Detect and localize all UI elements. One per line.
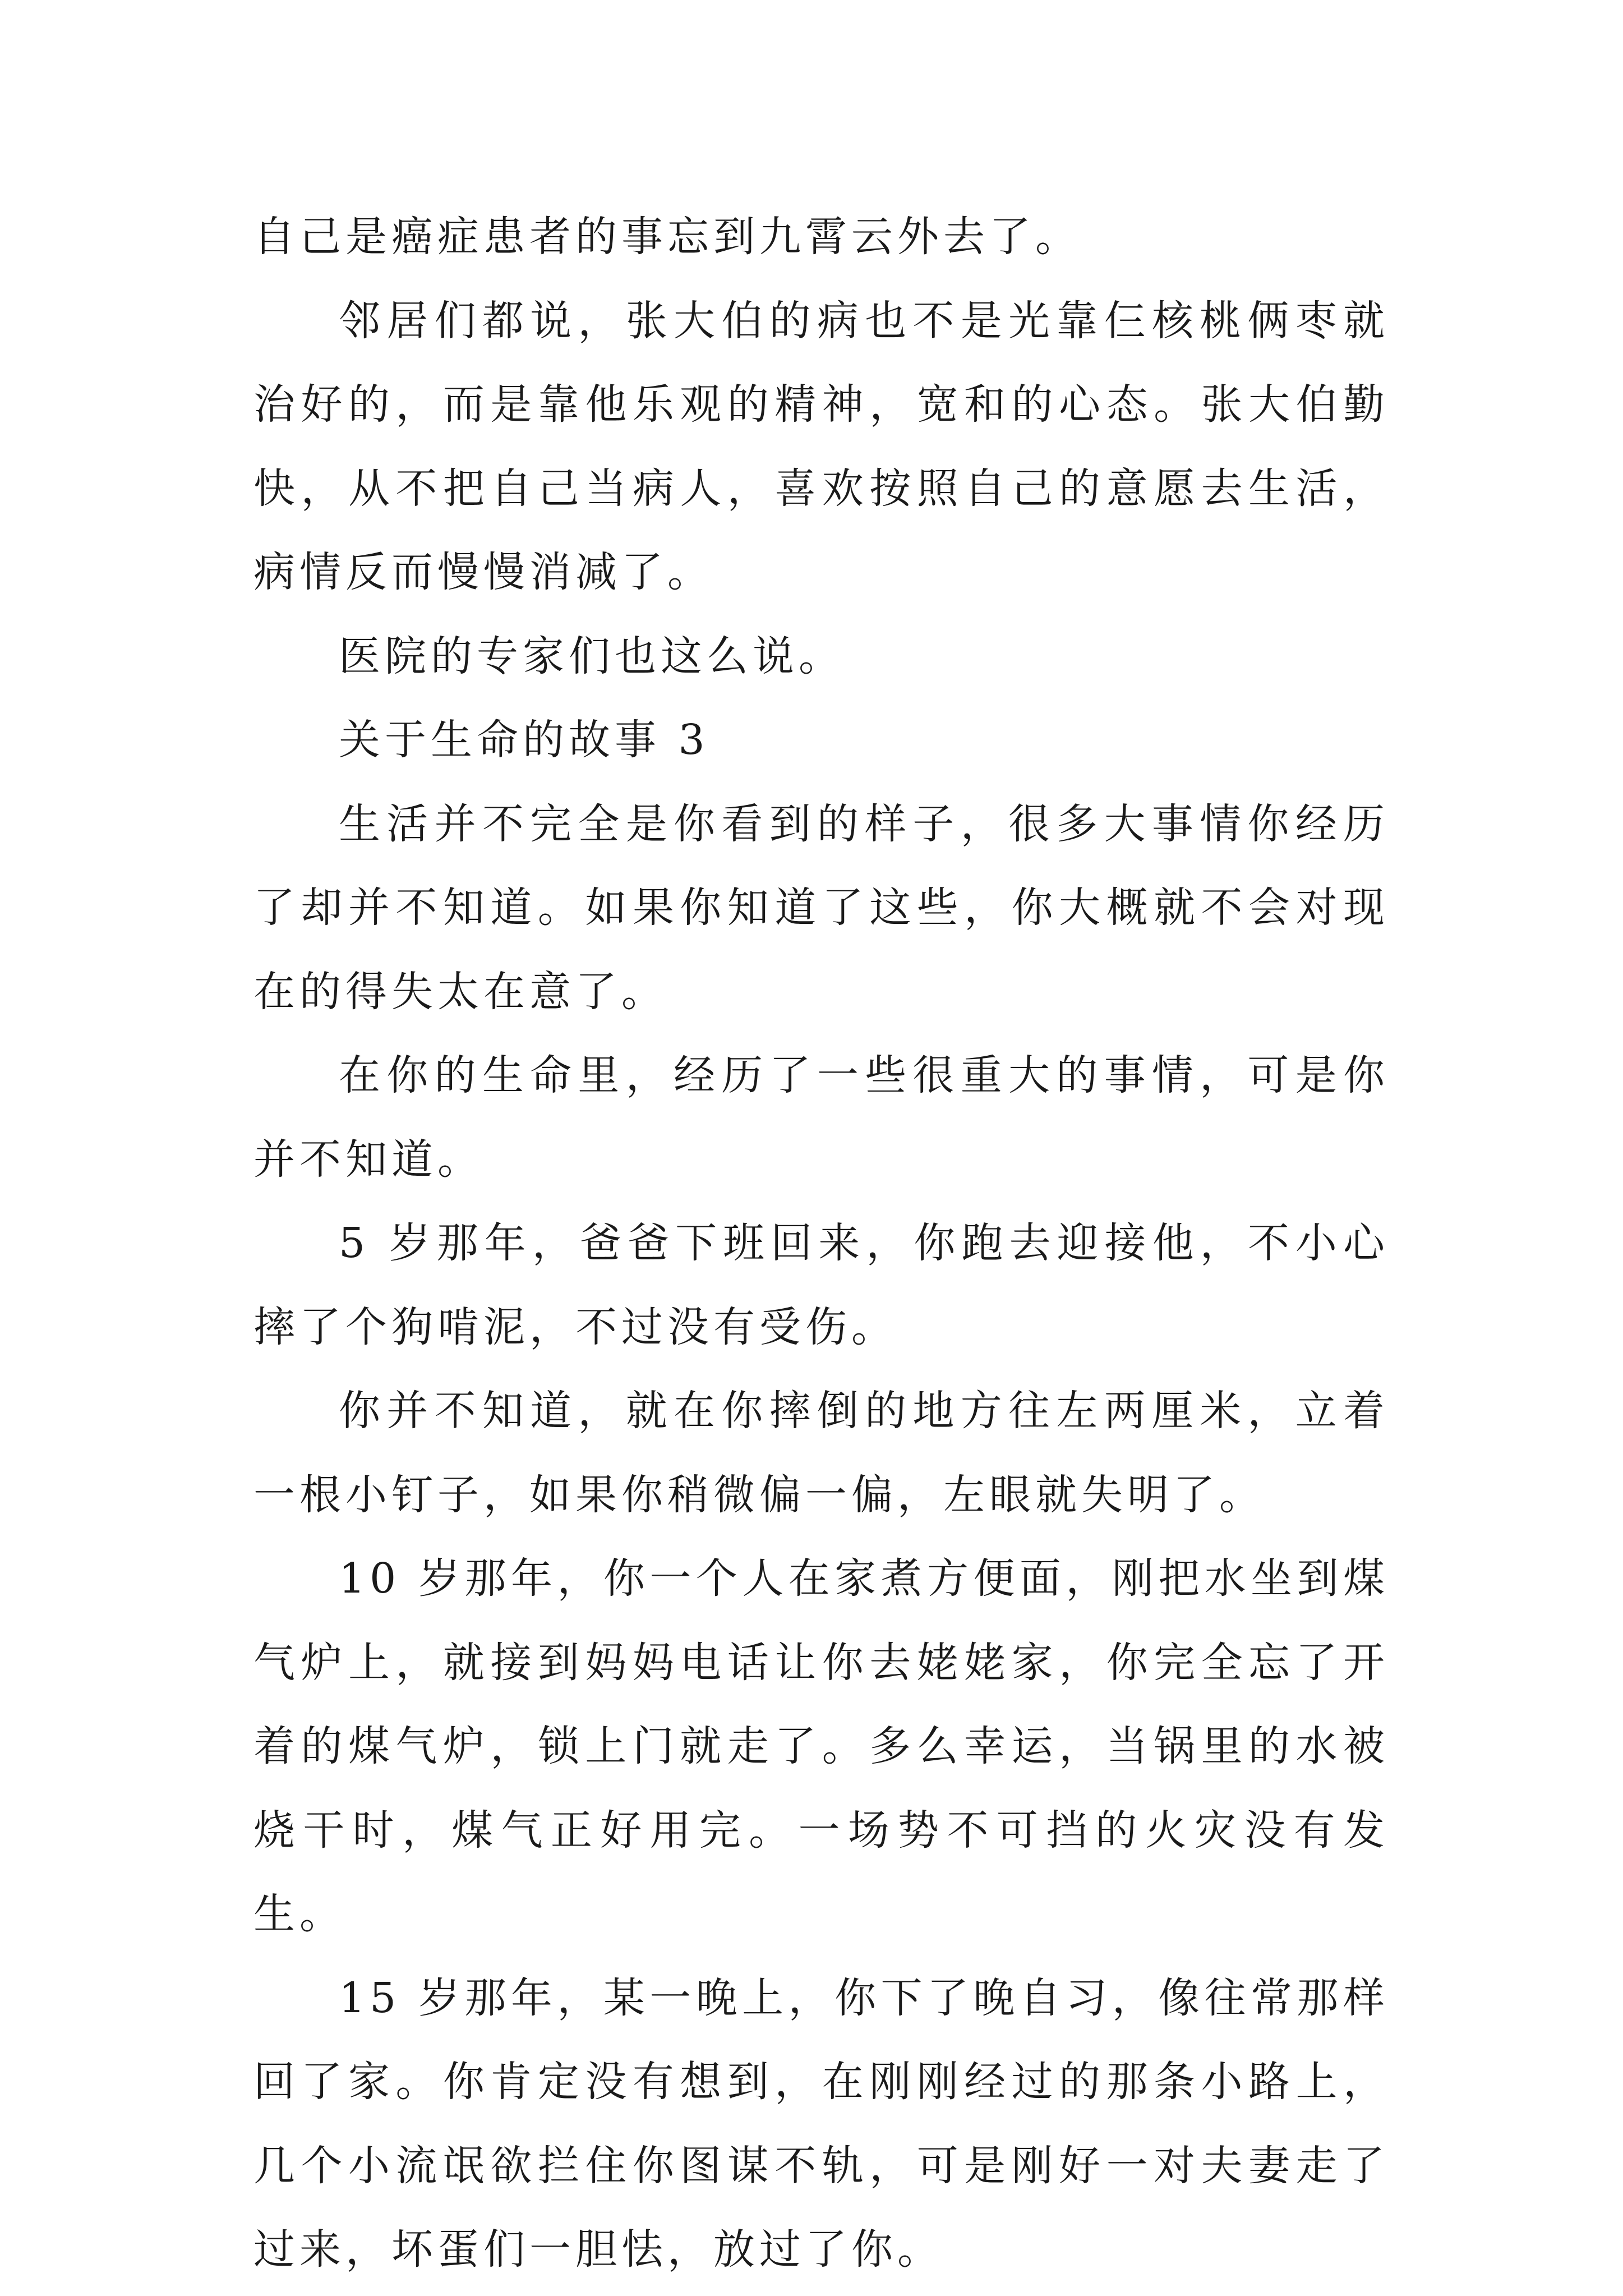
paragraph: 5 岁那年，爸爸下班回来，你跑去迎接他，不小心摔了个狗啃泥，不过没有受伤。 xyxy=(253,1219,1389,1351)
paragraph: 生活并不完全是你看到的样子，很多大事情你经历了却并不知道。如果你知道了这些，你大概就不会对现在的得失太在意了。 xyxy=(253,799,1389,1016)
document-body xyxy=(253,195,1389,2292)
paragraph: 在你的生命里，经历了一些很重大的事情，可是你并不知道。 xyxy=(253,1051,1389,1184)
paragraph: 医院的专家们也这么说。 xyxy=(339,632,845,680)
paragraph: 邻居们都说，张大伯的病也不是光靠仨核桃俩枣就治好的，而是靠他乐观的精神，宽和的心态。张大伯勤快，从不把自己当病人，喜欢按照自己的意愿去生活，病情反而慢慢消减了。 xyxy=(253,296,1389,596)
paragraph-continuation: 自己是癌症患者的事忘到九霄云外去了。 xyxy=(253,213,1081,261)
paragraph: 你并不知道，就在你摔倒的地方往左两厘米，立着一根小钉子，如果你稍微偏一偏，左眼就失明了。 xyxy=(253,1387,1389,1519)
paragraph: 10 岁那年，你一个人在家煮方便面，刚把水坐到煤气炉上，就接到妈妈电话让你去姥姥家，你完全忘了开着的煤气炉，锁上门就走了。多么幸运，当锅里的水被烧干时，煤气正好用完。一场势不可挡的火灾没有发生。 xyxy=(253,1554,1389,1938)
paragraph: 15 岁那年，某一晚上，你下了晚自习，像往常那样回了家。你肯定没有想到，在刚刚经过的那条小路上，几个小流氓欲拦住你图谋不轨，可是刚好一对夫妻走了过来，坏蛋们一胆怯，放过了你。 xyxy=(253,1973,1389,2274)
section-heading: 关于生命的故事 3 xyxy=(339,716,709,764)
